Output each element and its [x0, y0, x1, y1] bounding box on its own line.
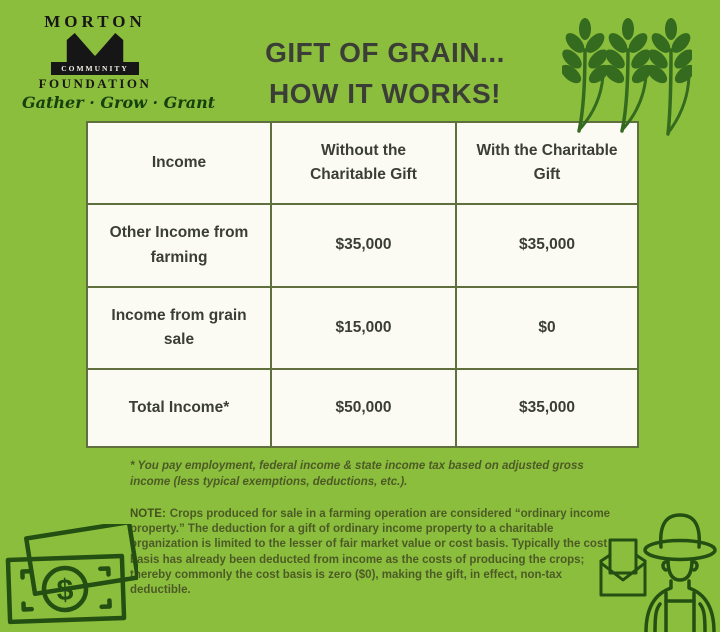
row-total-income-with: $35,000	[518, 398, 576, 416]
row-label-grain-sale: Income from grain sale	[88, 288, 272, 370]
morton-foundation-logo	[22, 12, 216, 113]
note-paragraph	[130, 507, 624, 598]
table-header-without-gift: Without the Charitable Gift	[272, 123, 457, 205]
wheat-icon	[562, 18, 606, 136]
row-other-income-with: $35,000	[457, 205, 637, 288]
logo-name: MORTON	[44, 12, 146, 31]
title-line-2: HOW IT WORKS!	[268, 78, 502, 109]
note-body: Crops produced for sale in a farming operation are considered “ordinary income property.” The deduction for a gift of ordinary income property to a charitable organization is limited to the lesser of fair market value or cost basis. Typically the cost basis has already been deducted from income as the costs of producing the crops; thereby commonly the cost basis is zero ($0), making the gift, in effect, non-tax deductible.	[130, 508, 611, 597]
logo-community-band: COMMUNITY	[51, 62, 139, 75]
page-title	[225, 32, 545, 114]
logo-foundation: FOUNDATION	[38, 76, 152, 91]
title-line-1: GIFT OF GRAIN...	[265, 37, 505, 68]
wheat-icon	[605, 18, 649, 136]
footnote-text: * You pay employment, federal income & state income tax based on adjusted gross income (less typical exemptions, deductions, etc.).	[130, 460, 584, 488]
logo-m-icon	[66, 33, 124, 63]
wheat-icon	[648, 18, 692, 136]
row-total-income-without: $50,000	[272, 370, 457, 446]
dollar-glyph: $	[56, 573, 74, 608]
farmer-icon	[640, 510, 720, 632]
row-grain-sale-with: $0	[457, 288, 637, 370]
money-bill-icon	[4, 524, 138, 628]
logo-tagline: Gather · Grow · Grant	[22, 93, 216, 112]
income-comparison-table	[86, 121, 639, 448]
row-label-total-income: Total Income*	[88, 370, 272, 446]
wheat-icon-group	[562, 18, 692, 136]
note-label: NOTE:	[130, 508, 166, 520]
row-label-other-income: Other Income from farming	[88, 205, 272, 288]
table-header-with-gift: With the Charitable Gift	[457, 123, 637, 205]
row-other-income-without: $35,000	[272, 205, 457, 288]
table-header-income: Income	[88, 123, 272, 205]
row-grain-sale-without: $15,000	[272, 288, 457, 370]
